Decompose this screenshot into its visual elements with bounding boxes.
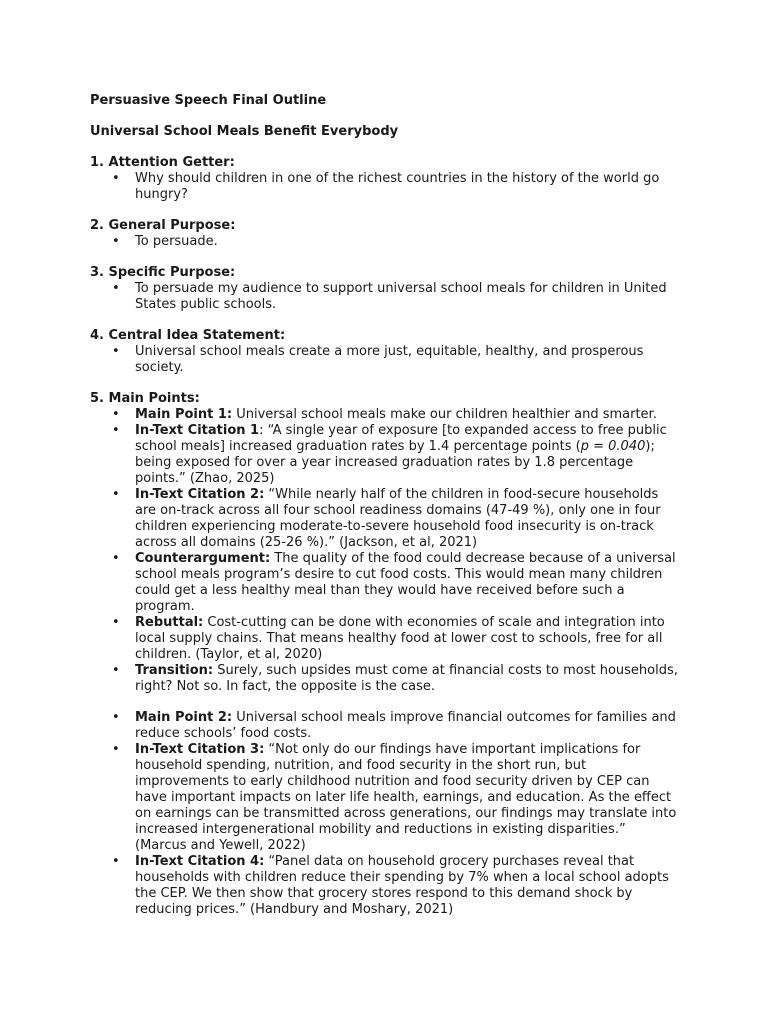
section-general-purpose [90,218,678,250]
document-title: Persuasive Speech Final Outline [90,93,327,108]
section-heading: 2. General Purpose: [90,218,236,233]
bullet-list [90,344,678,376]
citation-1: • In-Text Citation 1: “A single year of exposure [to expanded access to free public school meals] increased graduation rates by 1.4 percentage points (p = 0.040); being exposed for over a year increased graduation rates by 1.8 percentage points.” (Zhao, 2025) [112,423,667,486]
section-heading: 3. Specific Purpose: [90,265,236,280]
bullet-icon: • [112,234,120,249]
speech-title: Universal School Meals Benefit Everybody [90,124,399,139]
bullet-list [90,171,678,203]
main-point-2: • Main Point 2: Universal school meals improve financial outcomes for families and reduce schools’ food costs. [112,710,676,741]
bullet-list [90,281,678,313]
section-heading: 5. Main Points: [90,391,200,406]
bullet-list [90,234,678,250]
citation-3: • In-Text Citation 3: “Not only do our findings have important implications for household spending, nutrition, and food security in the short run, but improvements to early childhood nutrition and food security driven by CEP can have important impacts on later life health, earnings, and education. As the effect on earnings can be transmitted across generations, our findings may translate into increased intergenerational mobility and reductions in existing disparities.” (Marcus and Yewell, 2022) [112,742,677,853]
list-item: • To persuade. [112,234,218,249]
bullet-list [90,407,678,918]
section-heading: 4. Central Idea Statement: [90,328,286,343]
bullet-icon: • [112,663,120,678]
section-heading: 1. Attention Getter: [90,155,235,170]
bullet-icon: • [112,171,120,186]
bullet-icon: • [112,551,120,566]
section-central-idea [90,328,678,376]
list-item: • Universal school meals create a more just, equitable, healthy, and prosperous society. [112,344,644,375]
bullet-icon: • [112,615,120,630]
bullet-icon: • [112,423,120,438]
main-point-1: • Main Point 1: Universal school meals make our children healthier and smarter. [112,407,657,422]
section-attention-getter [90,155,678,203]
bullet-icon: • [112,344,120,359]
citation-2: • In-Text Citation 2: “While nearly half of the children in food-secure households are on-track across all four school readiness domains (47-49 %), only one in four children experiencing moderate-to-severe household food insecurity is on-track across all domains (25-26 %).” (Jackson, et al, 2021) [112,487,661,550]
section-main-points [90,391,678,918]
list-item: • Why should children in one of the richest countries in the history of the world go hungry? [112,171,660,202]
rebuttal: • Rebuttal: Cost-cutting can be done with economies of scale and integration into local supply chains. That means healthy food at lower cost to schools, free for all children. (Taylor, et al, 2020) [112,615,665,662]
section-specific-purpose [90,265,678,313]
bullet-icon: • [112,487,120,502]
bullet-icon: • [112,742,120,757]
citation-4: • In-Text Citation 4: “Panel data on household grocery purchases reveal that households with children reduce their spending by 7% when a local school adopts the CEP. We then show that grocery stores respond to this demand shock by reducing prices.” (Handbury and Moshary, 2021) [112,854,669,917]
bullet-icon: • [112,854,120,869]
counterargument: • Counterargument: The quality of the food could decrease because of a universal school meals program’s desire to cut food costs. This would mean many children could get a less healthy meal than they would have received before such a program. [112,551,676,614]
bullet-icon: • [112,710,120,725]
transition: • Transition: Surely, such upsides must come at financial costs to most households, right? Not so. In fact, the opposite is the case. [112,663,678,694]
bullet-icon: • [112,281,120,296]
bullet-icon: • [112,407,120,422]
list-item: • To persuade my audience to support universal school meals for children in United States public schools. [112,281,667,312]
